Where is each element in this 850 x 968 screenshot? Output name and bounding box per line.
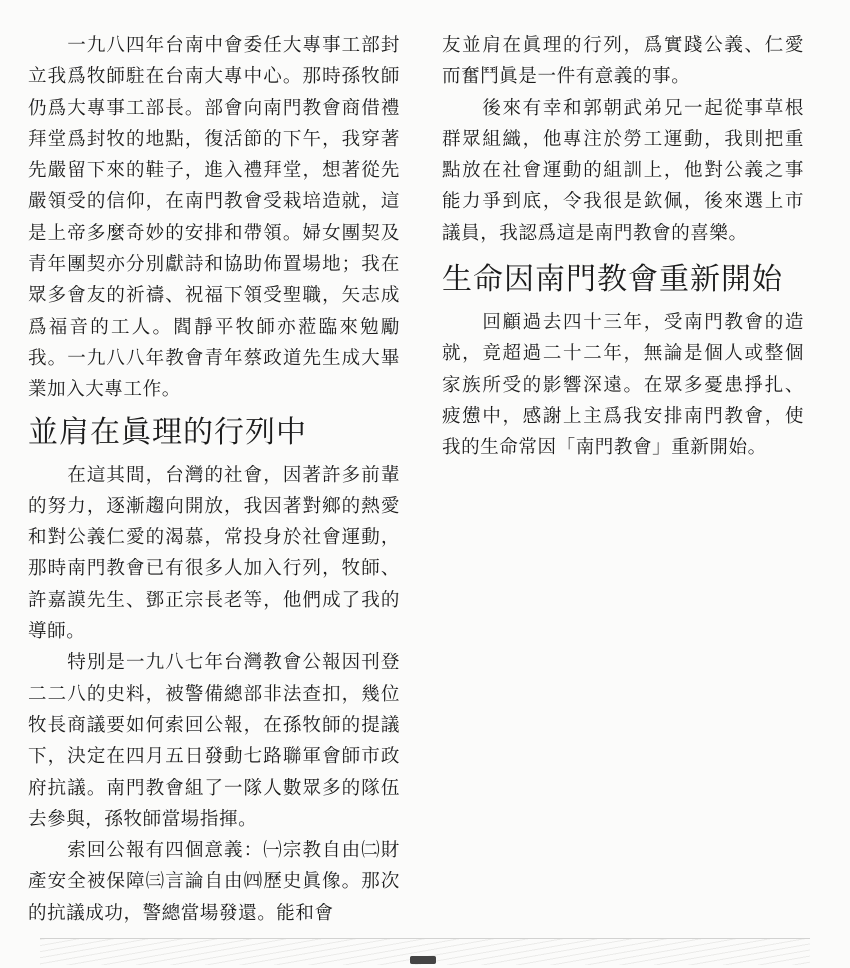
section-heading: 並肩在眞理的行列中 xyxy=(28,414,307,450)
paragraph: 一九八四年台南中會委任大專事工部封立我爲牧師駐在台南大專中心。那時孫牧師仍爲大專事工部長。部會向南門教會商借禮拜堂爲封牧的地點，復活節的下午，我穿著先嚴留下來的鞋子，進入禮拜堂，想著從先嚴領受的信仰，在南門教會受栽培造就，這是上帝多麼奇妙的安排和帶領。婦女團契及青年團契亦分別獻詩和協助佈置場地；我在眾多會友的祈禱、祝福下領受聖職，矢志成爲福音的工人。閻靜平牧師亦蒞臨來勉勵我。一九八八年教會青年蔡政道先生成大畢業加入大專工作。 xyxy=(28,35,400,401)
paragraph: 回顧過去四十三年，受南門教會的造就，竟超過二十二年，無論是個人或整個家族所受的影響深遠。在眾多憂患掙扎、疲憊中，感謝上主爲我安排南門教會，使我的生命常因「南門教會」重新開始。 xyxy=(442,312,804,459)
paragraph: 友並肩在眞理的行列，爲實踐公義、仁愛而奮鬥眞是一件有意義的事。 xyxy=(442,35,804,88)
paragraph: 特別是一九八七年台灣教會公報因刊登二二八的史料，被警備總部非法查扣，幾位牧長商議要如何索回公報，在孫牧師的提議下，決定在四月五日發動七路聯軍會師市政府抗議。南門教會組了一隊人數眾多的隊伍去參與，孫牧師當場指揮。 xyxy=(28,652,400,830)
paragraph: 在這其間，台灣的社會，因著許多前輩的努力，逐漸趨向開放，我因著對鄉的熱愛和對公義仁愛的渴慕，常投身於社會運動，那時南門教會已有很多人加入行列，牧師、許嘉謨先生、鄧正宗長老等，他們成了我的導師。 xyxy=(28,464,400,643)
paragraph: 後來有幸和郭朝武弟兄一起從事草根群眾組織，他專注於勞工運動，我則把重點放在社會運動的組訓上，他對公義之事能力爭到底，令我很是欽佩，後來選上市議員，我認爲這是南門教會的喜樂。 xyxy=(442,97,804,244)
paragraph: 索回公報有四個意義：㈠宗教自由㈡財產安全被保障㈢言論自由㈣歷史眞像。那次的抗議成功，警總當場發還。能和會 xyxy=(28,840,400,924)
left-column xyxy=(28,30,400,929)
section-heading: 生命因南門教會重新開始 xyxy=(442,262,783,298)
right-column xyxy=(442,30,804,464)
page-number-fragment xyxy=(410,956,436,964)
